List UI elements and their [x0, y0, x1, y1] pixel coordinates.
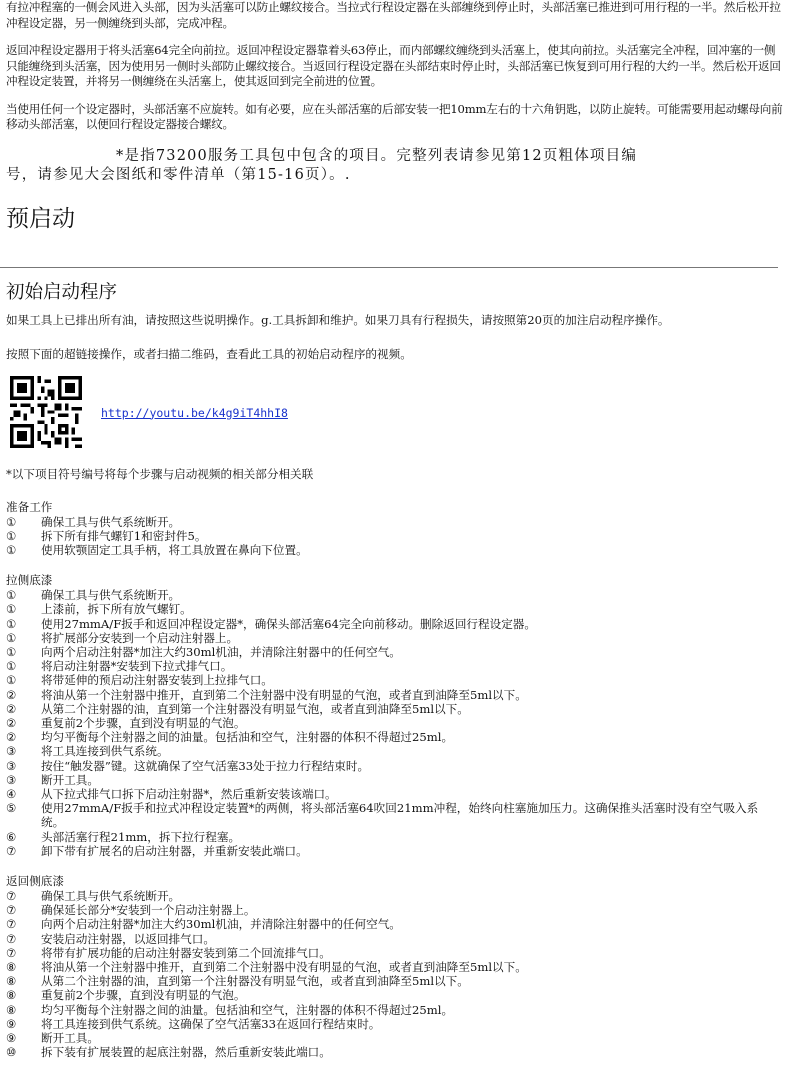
- step-number: ③: [6, 744, 17, 759]
- step-text: 按住“触发器”键。这就确保了空气活塞33处于拉力行程结束时。: [41, 758, 370, 773]
- step-item: [0, 588, 790, 602]
- qr-code-icon[interactable]: [10, 376, 82, 448]
- step-text: 卸下带有扩展名的启动注射器，并重新安装此端口。: [41, 843, 308, 858]
- step-number: ⑧: [6, 974, 17, 989]
- step-item: [0, 730, 790, 744]
- step-item: [0, 787, 790, 801]
- step-text: 拆下装有扩展装置的起底注射器，然后重新安装此端口。: [41, 1045, 331, 1060]
- step-item: [0, 773, 790, 787]
- step-number: ⑤: [6, 801, 17, 816]
- step-number: ①: [6, 514, 17, 529]
- step-number: ②: [6, 715, 17, 730]
- step-number: ⑨: [6, 1031, 17, 1045]
- step-item: [0, 1003, 790, 1017]
- step-item: [0, 889, 790, 903]
- step-item: [0, 759, 790, 773]
- step-text: 从下拉式排气口拆下启动注射器*，然后重新安装该端口。: [41, 786, 337, 801]
- step-number: ①: [6, 644, 17, 659]
- return-section-title: 返回侧底漆: [6, 873, 64, 888]
- step-number: ⑦: [6, 917, 17, 932]
- step-item: [0, 801, 790, 829]
- step-item: [0, 1017, 790, 1031]
- step-item: [0, 1045, 790, 1059]
- step-text: 确保工具与供气系统断开。: [41, 514, 181, 529]
- step-text: 使用软颚固定工具手柄，将工具放置在鼻向下位置。: [41, 542, 308, 557]
- intro-paragraph-3: 当使用任何一个设定器时，头部活塞不应旋转。如有必要，应在头部活塞的后部安装一把10mm左右的十六角钥匙，以防止旋转。可能需要用起动螺母向前移动头部活塞，以便回行程设定器接合螺纹。: [6, 101, 783, 131]
- step-number: ⑦: [6, 843, 17, 858]
- step-text: 确保延长部分*安装到一个启动注射器上。: [41, 903, 256, 918]
- step-item: [0, 688, 790, 702]
- step-item: [0, 974, 790, 988]
- step-item: [0, 543, 790, 557]
- pull-step-list: [0, 588, 790, 858]
- step-item: [0, 932, 790, 946]
- step-number: ①: [6, 528, 17, 543]
- step-text: 将油从第一个注射器中推开，直到第二个注射器中没有明显的气泡，或者直到油降至5ml以下。: [41, 959, 527, 974]
- step-item: [0, 659, 790, 673]
- step-item: [0, 917, 790, 931]
- step-text: 将带有扩展功能的启动注射器安装到第二个回流排气口。: [41, 945, 331, 960]
- step-number: ⑦: [6, 931, 17, 946]
- step-text: 从第二个注射器的油，直到第一个注射器没有明显气泡，或者直到油降至5ml以下。: [41, 974, 469, 989]
- step-item: [0, 673, 790, 687]
- step-item: [0, 960, 790, 974]
- step-item: [0, 844, 790, 858]
- step-number: ⑨: [6, 1016, 17, 1031]
- parts-note-line-1: *是指73200服务工具包中包含的项目。完整列表请参见第12页粗体项目编: [116, 147, 638, 164]
- step-number: ⑧: [6, 1002, 17, 1017]
- step-numbering-note: *以下项目符号编号将每个步骤与启动视频的相关部分相关联: [6, 466, 314, 481]
- step-text: 确保工具与供气系统断开。: [41, 888, 181, 903]
- parts-note: [0, 147, 790, 185]
- step-text: 重复前2个步骤，直到没有明显的气泡。: [41, 988, 246, 1003]
- step-number: ①: [6, 630, 17, 645]
- return-step-list: [0, 889, 790, 1059]
- video-link-row: [0, 376, 790, 450]
- step-text: 均匀平衡每个注射器之间的油量。包括油和空气，注射器的体积不得超过25ml。: [41, 1002, 454, 1017]
- step-item: [0, 946, 790, 960]
- step-item: [0, 602, 790, 616]
- parts-note-line-2: 号，请参见大会图纸和零件清单（第15-16页）。.: [6, 166, 351, 183]
- step-item: [0, 903, 790, 917]
- step-item: [0, 1031, 790, 1045]
- step-text: 确保工具与供气系统断开。: [41, 588, 181, 603]
- pull-section-title: 拉侧底漆: [6, 573, 53, 588]
- step-number: ①: [6, 588, 17, 603]
- step-item: [0, 830, 790, 844]
- step-number: ②: [6, 687, 17, 702]
- step-number: ②: [6, 701, 17, 716]
- step-text: 拆下所有排气螺钉1和密封件5。: [41, 528, 207, 543]
- step-text: 将工具连接到供气系统。: [41, 744, 169, 759]
- step-number: ⑦: [6, 903, 17, 918]
- step-text: 从第二个注射器的油，直到第一个注射器没有明显气泡，或者直到油降至5ml以下。: [41, 701, 469, 716]
- step-number: ①: [6, 542, 17, 557]
- step-text: 将启动注射器*安装到下拉式排气口。: [41, 659, 233, 674]
- step-number: ③: [6, 772, 17, 787]
- step-item: [0, 645, 790, 659]
- step-number: ⑦: [6, 945, 17, 960]
- step-text: 头部活塞行程21mm，拆下拉行程塞。: [41, 829, 241, 844]
- step-number: ④: [6, 786, 17, 801]
- step-item: [0, 744, 790, 758]
- step-text: 重复前2个步骤，直到没有明显的气泡。: [41, 715, 246, 730]
- step-item: [0, 716, 790, 730]
- step-number: ⑦: [6, 888, 17, 903]
- step-number: ①: [6, 616, 17, 631]
- step-text: 使用27mmA/F扳手和返回冲程设定器*，确保头部活塞64完全向前移动。删除返回行程设定器。: [41, 616, 536, 631]
- video-link[interactable]: http://youtu.be/k4g9iT4hhI8: [101, 405, 288, 420]
- step-text: 断开工具。: [41, 1031, 99, 1045]
- step-number: ①: [6, 659, 17, 674]
- step-number: ⑩: [6, 1045, 17, 1060]
- step-text: 安装启动注射器，以返回排气口。: [41, 931, 215, 946]
- step-text: 使用27mmA/F扳手和拉式冲程设定装置*的两侧，将头部活塞64吹回21mm冲程，始终向柱塞施加压力。这确保推头活塞时没有空气吸入系统。: [41, 801, 759, 830]
- step-number: ①: [6, 602, 17, 617]
- step-text: 将油从第一个注射器中推开，直到第二个注射器中没有明显的气泡，或者直到油降至5ml以下。: [41, 687, 527, 702]
- step-number: ③: [6, 758, 17, 773]
- video-instructions: 按照下面的超链接操作，或者扫描二维码，查看此工具的初始启动程序的视频。: [6, 346, 412, 361]
- step-number: ②: [6, 730, 17, 745]
- intro-text: [0, 0, 790, 133]
- step-text: 向两个启动注射器*加注大约30ml机油，并清除注射器中的任何空气。: [41, 917, 401, 932]
- step-text: 将工具连接到供气系统。这确保了空气活塞33在返回行程结束时。: [41, 1016, 381, 1031]
- intro-paragraph-1: 有拉冲程塞的一侧会风进入头部，因为头活塞可以防止螺纹接合。当拉式行程设定器在头部缠绕到停止时，头部活塞已推进到可用行程的一半。然后松开拉冲程设定器，另一侧缠绕到头部，完成冲程。: [6, 0, 781, 30]
- step-number: ⑧: [6, 959, 17, 974]
- step-text: 断开工具。: [41, 772, 99, 787]
- step-number: ⑥: [6, 829, 17, 844]
- step-item: [0, 702, 790, 716]
- divider: [0, 267, 778, 268]
- step-item: [0, 617, 790, 631]
- step-item: [0, 515, 790, 529]
- step-item: [0, 988, 790, 1002]
- step-text: 均匀平衡每个注射器之间的油量。包括油和空气，注射器的体积不得超过25ml。: [41, 730, 454, 745]
- subsection-heading: 初始启动程序: [6, 281, 118, 303]
- step-item: [0, 631, 790, 645]
- instructions-paragraph: 如果工具上已排出所有油，请按照这些说明操作。g.工具拆卸和维护。如果刀具有行程损失，请按照第20页的加注启动程序操作。: [6, 312, 670, 327]
- prep-section-title: 准备工作: [6, 499, 53, 514]
- prep-step-list: [0, 515, 790, 558]
- step-number: ⑧: [6, 988, 17, 1003]
- intro-paragraph-2: 返回冲程设定器用于将头活塞64完全向前拉。返回冲程设定器靠着头63停止，而内部螺纹缠绕到头活塞上，使其向前拉。头活塞完全冲程，回冲塞的一侧只能缠绕到头活塞，因为使用另一侧时头部防止螺纹接合。当返回行程设定器在头部结束时停止时，头部活塞已恢复到可用行程的大约一半。然后松开返回冲程设定装置，并将另一侧缠绕在头活塞上，使其返回到完全前进的位置。: [6, 43, 781, 88]
- step-text: 上漆前，拆下所有放气螺钉。: [41, 602, 192, 617]
- step-text: 将扩展部分安装到一个启动注射器上。: [41, 630, 239, 645]
- section-heading: 预启动: [6, 205, 75, 232]
- step-text: 将带延伸的预启动注射器安装到上拉排气口。: [41, 673, 273, 688]
- step-item: [0, 529, 790, 543]
- step-number: ①: [6, 673, 17, 688]
- step-text: 向两个启动注射器*加注大约30ml机油，并清除注射器中的任何空气。: [41, 644, 401, 659]
